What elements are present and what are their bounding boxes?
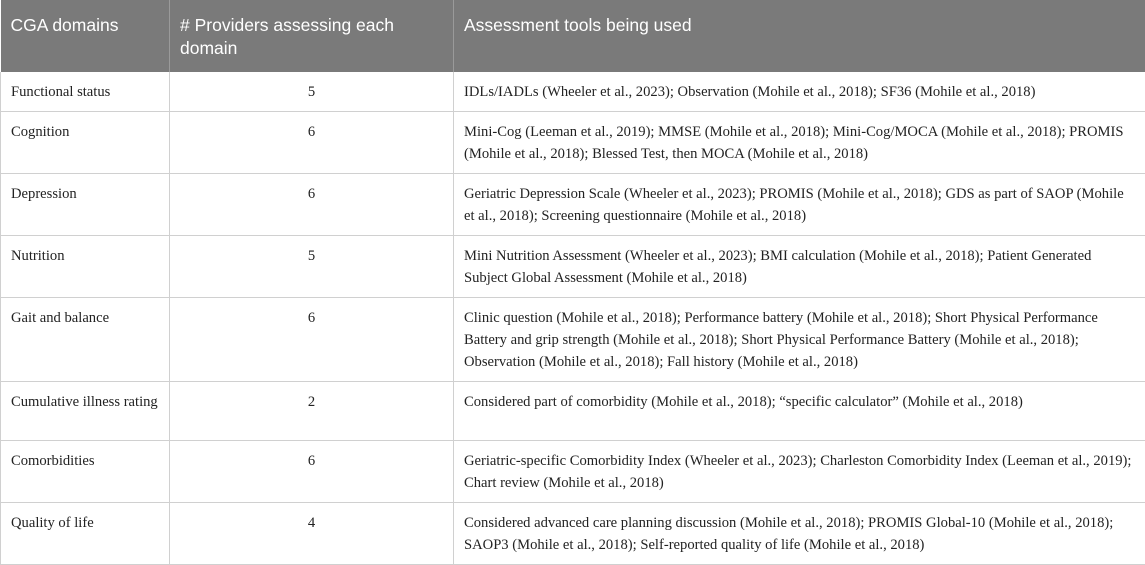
domain-cell: Comorbidities <box>1 441 170 503</box>
table-row <box>1 112 1145 174</box>
header-providers-count: # Providers assessing each domain <box>170 0 454 72</box>
tools-cell: Geriatric-specific Comorbidity Index (Wheeler et al., 2023); Charleston Comorbidity Index (Leeman et al., 2019); Chart review (Mohile et al., 2018) <box>454 441 1145 503</box>
tools-cell: Considered advanced care planning discussion (Mohile et al., 2018); PROMIS Global-10 (Mohile et al., 2018); SAOP3 (Mohile et al., 2018); Self-reported quality of life (Mohile et al., 2018) <box>454 503 1145 565</box>
providers-count-cell: 6 <box>170 441 454 503</box>
tools-cell: Considered part of comorbidity (Mohile et al., 2018); “specific calculator” (Mohile et al., 2018) <box>454 382 1145 441</box>
providers-count-cell: 6 <box>170 174 454 236</box>
header-cga-domains: CGA domains <box>1 0 170 72</box>
tools-cell: Clinic question (Mohile et al., 2018); Performance battery (Mohile et al., 2018); Short Physical Performance Battery and grip strength (Mohile et al., 2018); Short Physical Performance Battery (Mohile et al., 2018); Observation (Mohile et al., 2018); Fall history (Mohile et al., 2018) <box>454 298 1145 382</box>
table-row <box>1 382 1145 441</box>
tools-cell: Geriatric Depression Scale (Wheeler et al., 2023); PROMIS (Mohile et al., 2018); GDS as part of SAOP (Mohile et al., 2018); Screening questionnaire (Mohile et al., 2018) <box>454 174 1145 236</box>
table-row <box>1 236 1145 298</box>
header-assessment-tools: Assessment tools being used <box>454 0 1145 72</box>
domain-cell: Quality of life <box>1 503 170 565</box>
providers-count-cell: 4 <box>170 503 454 565</box>
providers-count-cell: 5 <box>170 236 454 298</box>
tools-cell: IDLs/IADLs (Wheeler et al., 2023); Observation (Mohile et al., 2018); SF36 (Mohile et al., 2018) <box>454 72 1145 112</box>
table-body <box>1 72 1145 565</box>
providers-count-cell: 6 <box>170 112 454 174</box>
providers-count-cell: 5 <box>170 72 454 112</box>
domain-cell: Cumulative illness rating <box>1 382 170 441</box>
domain-cell: Depression <box>1 174 170 236</box>
providers-count-cell: 2 <box>170 382 454 441</box>
domain-cell: Functional status <box>1 72 170 112</box>
domain-cell: Nutrition <box>1 236 170 298</box>
table-row <box>1 174 1145 236</box>
providers-count-cell: 6 <box>170 298 454 382</box>
domain-cell: Cognition <box>1 112 170 174</box>
domain-cell: Gait and balance <box>1 298 170 382</box>
tools-cell: Mini Nutrition Assessment (Wheeler et al., 2023); BMI calculation (Mohile et al., 2018); Patient Generated Subject Global Assessment (Mohile et al., 2018) <box>454 236 1145 298</box>
tools-cell: Mini-Cog (Leeman et al., 2019); MMSE (Mohile et al., 2018); Mini-Cog/MOCA (Mohile et al., 2018); PROMIS (Mohile et al., 2018); Blessed Test, then MOCA (Mohile et al., 2018) <box>454 112 1145 174</box>
table-header <box>1 0 1145 72</box>
table-row <box>1 441 1145 503</box>
header-row <box>1 0 1145 72</box>
table-row <box>1 298 1145 382</box>
table-row <box>1 72 1145 112</box>
table-row <box>1 503 1145 565</box>
